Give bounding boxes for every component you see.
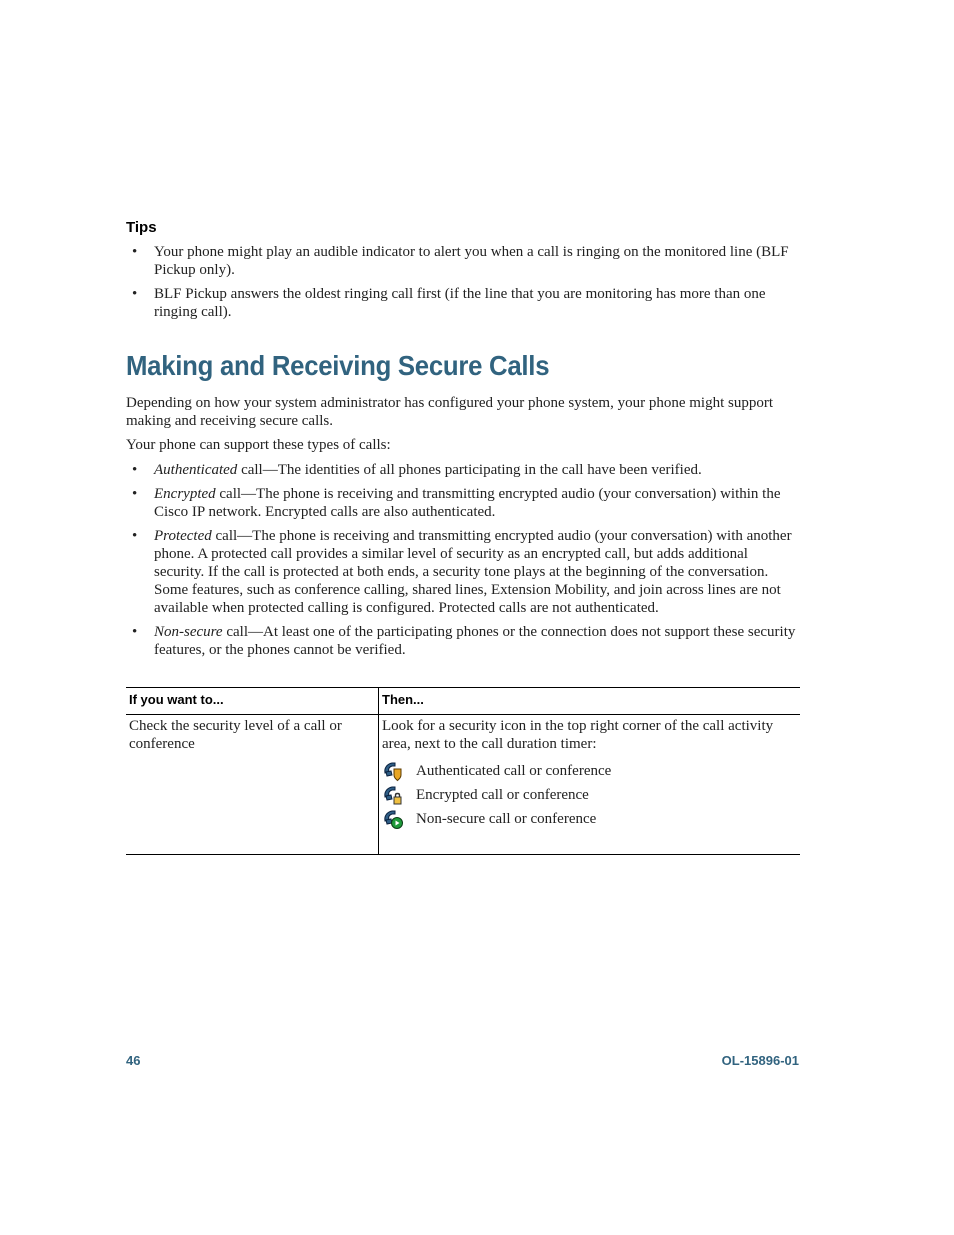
- bullet-point: •: [132, 528, 138, 544]
- table-cell-then: [379, 715, 800, 854]
- non-secure-call-icon: [382, 808, 404, 830]
- icon-label: Encrypted call or conference: [416, 787, 589, 803]
- bullet-point: •: [132, 244, 138, 260]
- encrypted-call-icon: [382, 784, 404, 806]
- document-id: OL-15896-01: [721, 1053, 799, 1068]
- call-type-term: Protected: [154, 528, 212, 544]
- icon-label: Authenticated call or conference: [416, 763, 612, 779]
- call-type-item: • Authenticated call—The identities of all phones participating in the call have been verified.: [132, 462, 702, 478]
- call-type-term: Encrypted: [154, 486, 216, 502]
- icon-legend-item: [382, 807, 797, 831]
- table-row: [126, 715, 800, 854]
- table-cell-action: Check the security level of a call or conference: [126, 715, 379, 854]
- tips-heading: Tips: [126, 219, 157, 236]
- tip-item: • Your phone might play an audible indicator to alert you when a call is ringing on the monitored line (BLF Pickup only).: [132, 244, 789, 278]
- icon-legend-item: [382, 783, 797, 807]
- call-type-term: Authenticated: [154, 462, 238, 478]
- icon-legend-item: [382, 759, 797, 783]
- tips-list: [126, 243, 798, 327]
- bullet-point: •: [132, 624, 138, 640]
- support-paragraph: Your phone can support these types of calls:: [126, 437, 391, 453]
- intro-paragraph: Depending on how your system administrator has configured your phone system, your phone might support making and receiving secure calls.: [126, 395, 773, 429]
- bullet-point: •: [132, 486, 138, 502]
- table-header-action: If you want to...: [126, 688, 379, 714]
- table-header-then: Then...: [382, 692, 424, 707]
- instruction-text: Look for a security icon in the top right corner of the call activity area, next to the call duration timer:: [382, 718, 774, 752]
- call-type-item: • Protected call—The phone is receiving and transmitting encrypted audio (your conversation) with another phone. A protected call provides a similar level of security as an encrypted call, but adds additional security. If the call is protected at both ends, a security tone plays at the beginning of the conversation. Some features, such as conference calling, shared lines, Extension Mobility, and join across lines are not available when protected calling is configured. Protected calls are not authenticated.: [132, 528, 792, 616]
- icon-label: Non-secure call or conference: [416, 811, 597, 827]
- tip-item: • BLF Pickup answers the oldest ringing call first (if the line that you are monitoring has more than one ringing call).: [132, 286, 766, 320]
- bullet-point: •: [132, 462, 138, 478]
- call-types-list: [126, 461, 798, 665]
- page-number: 46: [126, 1053, 141, 1068]
- call-type-item: • Encrypted call—The phone is receiving and transmitting encrypted audio (your conversation) within the Cisco IP network. Encrypted calls are also authenticated.: [132, 486, 781, 520]
- section-title: Making and Receiving Secure Calls: [126, 350, 550, 381]
- table-header-row: [126, 688, 800, 715]
- call-type-term: Non-secure: [154, 624, 223, 640]
- bullet-point: •: [132, 286, 138, 302]
- call-type-item: • Non-secure call—At least one of the participating phones or the connection does not support these security features, or the phones cannot be verified.: [132, 624, 796, 658]
- authenticated-call-icon: [382, 760, 404, 782]
- security-table: [126, 687, 800, 855]
